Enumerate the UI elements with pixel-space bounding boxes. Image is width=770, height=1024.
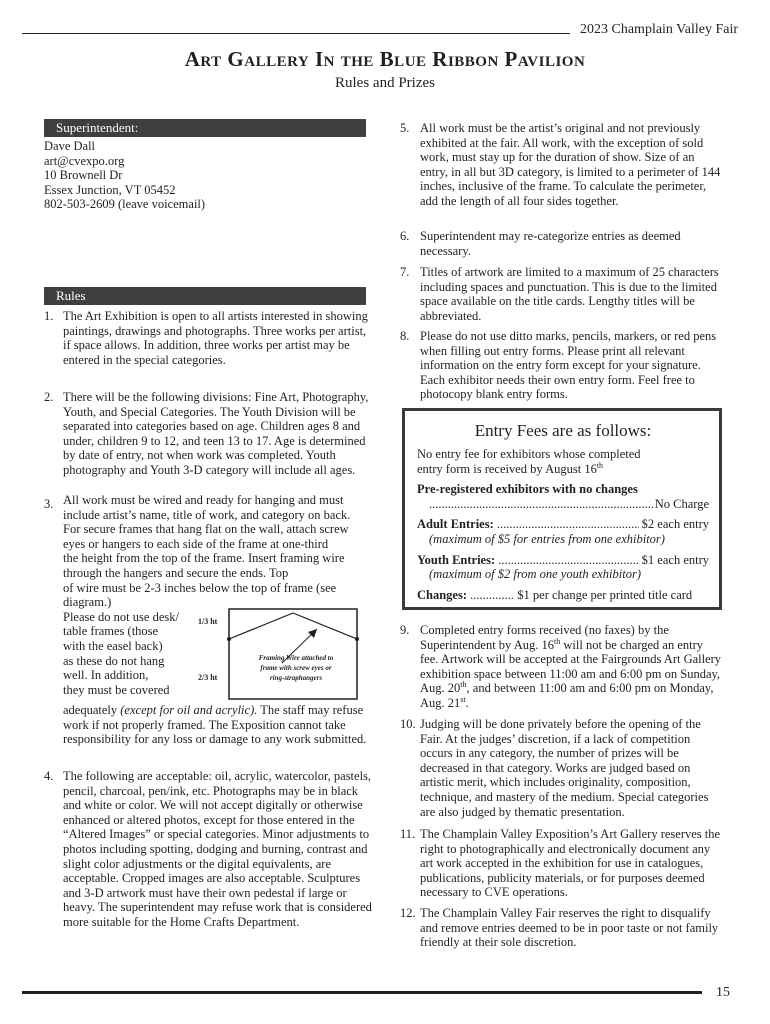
rule-8	[400, 329, 722, 402]
changes-row	[417, 588, 709, 603]
rule-3-line: through the hangers and secure the ends. Top	[63, 565, 289, 580]
adult-row	[417, 517, 709, 532]
rule-text: The Champlain Valley Fair reserves the right to disqualify and remove entries deemed to be in poor taste or not family friendly at their sole discretion.	[420, 906, 719, 950]
rule-number: 6.	[400, 229, 410, 243]
youth-row	[417, 553, 709, 568]
rule-text: All work must be the artist’s original and not previously exhibited at the fair. All work, with the exception of sold work, must stay up for the duration of show. Size of an entry, in all but 3D category, is limited to a perimeter of 144 inches, inclusive of the frame. To calculate the perimeter, add the length of all four sides together.	[420, 121, 721, 208]
fair-name: 2023 Champlain Valley Fair	[580, 22, 738, 37]
entry-fees-box	[402, 408, 722, 610]
rule-6	[400, 229, 722, 258]
page-number: 15	[716, 985, 730, 1000]
rule-3-tail	[63, 703, 369, 747]
fees-intro-sup: th	[596, 460, 604, 470]
diagram-caption: frame with screw eyes or	[260, 664, 332, 672]
rule-text: Superintendent may re-categorize entries as deemed necessary.	[420, 229, 681, 258]
rule-3-line: All work must be wired and ready for hanging and must	[63, 493, 344, 507]
rule-3-line: eyes or hangers to each side of the frame at one-third	[63, 536, 329, 551]
adult-label: Adult Entries:	[417, 517, 494, 532]
wire-right	[293, 613, 357, 639]
rule-text: Please do not use ditto marks, pencils, markers, or red pens when filling out entry forms. Please print all relevant information on the entry form except for your signature. Each exhibitor needs their own entry form. Feel free to photocopy blank entry forms.	[420, 329, 717, 402]
rule-12	[400, 906, 724, 950]
changes-label: Changes:	[417, 587, 468, 602]
youth-value: $1 each entry	[641, 552, 709, 567]
contact-name: Dave Dall	[44, 139, 96, 153]
rule-text: There will be the following divisions: Fine Art, Photography, Youth, and Special Categories. The Youth Division will be separated into categories based on age. Children ages 8 and under, children 9 to 12, and teen 13 to 17. Age is determined by date of entry, not when work was completed. Youth photography and Youth 3-D category will include all ages.	[63, 390, 369, 477]
wire-left	[229, 613, 293, 639]
rule-text	[420, 623, 722, 711]
rule-number: 7.	[400, 265, 410, 279]
rules-heading: Rules	[44, 287, 366, 305]
contact-street: 10 Brownell Dr	[44, 168, 123, 183]
rule-3-italic: (except for oil and acrylic).	[120, 703, 258, 717]
rule-1	[44, 309, 370, 367]
rule-10	[400, 717, 724, 819]
prereg-label: Pre-registered exhibitors with no changes	[417, 482, 638, 497]
contact-email: art@cvexpo.org	[44, 153, 125, 168]
rule-3-line: of wire must be 2-3 inches below the top of frame (see	[63, 580, 337, 595]
rule-5	[400, 121, 722, 209]
entry-fees-title: Entry Fees are as follows:	[474, 421, 652, 440]
rule-text: The Champlain Valley Exposition’s Art Gallery reserves the right to photographically and electronically document any art work accepted in the exhibition for use in catalogues, publications, publicity materials, or for purposes deemed necessary to CVE operations.	[420, 827, 721, 900]
rule-number: 11.	[400, 827, 416, 841]
rule-3-line: diagram.)	[63, 595, 112, 610]
rule-3-line: include artist’s name, title of work, and category on back.	[63, 507, 351, 522]
rule-number: 5.	[400, 121, 410, 135]
superintendent-heading: Superintendent:	[44, 119, 366, 137]
footer-rule	[22, 991, 702, 994]
rule-text: Judging will be done privately before the opening of the Fair. At the judges’ discretion, if a lack of competition occurs in any category, the number of prizes will be decreased in that category. Works are judged based on artistic merit, which includes originality, composition, technique, and mastery of the medium. Special categories are also judged by thematic presentation.	[420, 717, 709, 819]
rule-9-part: .	[465, 695, 469, 710]
rule-3-line: well. In addition,	[63, 668, 149, 683]
fees-intro-line: No entry fee for exhibitors whose completed	[417, 447, 641, 461]
diagram-caption: ring-straphangers	[269, 674, 323, 682]
rule-number: 12.	[400, 906, 416, 920]
prereg-row	[417, 497, 709, 512]
screw-eye-left	[227, 637, 231, 641]
adult-value: $2 each entry	[641, 517, 709, 532]
rule-3-line: they must be covered	[63, 682, 170, 697]
diagram-caption: Framing Wire attached to	[258, 654, 334, 662]
youth-label: Youth Entries:	[417, 552, 496, 567]
rule-3-line: as these do not hang	[63, 653, 165, 668]
rule-9-sup: th	[554, 636, 561, 646]
rule-9-part: , and between 11:00 am and 6:00 pm on Monday, Aug. 21	[420, 681, 714, 710]
rule-number: 2.	[44, 390, 54, 404]
rule-9	[400, 623, 722, 711]
rule-7	[400, 265, 722, 323]
rule-3-line: Please do not use desk/	[63, 609, 179, 624]
fees-intro-text: entry form is received by August 16	[417, 461, 597, 476]
diagram-label-bottom: 2/3 ht	[198, 673, 218, 682]
fees-intro-line	[417, 462, 709, 477]
rule-3-line: For secure frames that hang flat on the wall, attach screw	[63, 522, 349, 537]
page-title: Art Gallery In the Blue Ribbon Pavilion	[184, 47, 586, 71]
rule-3-line: with the easel back)	[63, 638, 163, 653]
contact-city: Essex Junction, VT 05452	[44, 182, 176, 197]
rule-number: 10.	[400, 717, 416, 731]
rule-4	[44, 769, 374, 930]
header-rule	[22, 33, 570, 34]
rule-number: 1.	[44, 309, 54, 323]
rule-2	[44, 390, 374, 478]
screw-eye-right	[355, 637, 359, 641]
rule-9-part: Completed entry forms received (no faxes) by the Superintendent by Aug. 16	[420, 623, 669, 652]
framing-wire-diagram	[192, 605, 364, 705]
rule-3-line: table frames (those	[63, 624, 159, 639]
rule-3-tail-text: The staff may refuse work if not properly framed. The Exposition cannot take responsibility for any loss or damage to any work submitted.	[63, 703, 367, 747]
rule-3-number: 3.	[44, 497, 54, 511]
prereg-value: No Charge	[654, 496, 709, 511]
rule-3-line: adequately	[63, 703, 121, 717]
adult-note: (maximum of $5 for entries from one exhibitor)	[429, 531, 665, 546]
rule-number: 9.	[400, 623, 410, 637]
diagram-label-top: 1/3 ht	[198, 617, 218, 626]
rule-text: Titles of artwork are limited to a maximum of 25 characters including spaces and punctuation. This is due to the limited space available on the title cards. Lengthy titles will be abbreviated.	[420, 265, 719, 323]
superintendent-contact	[44, 139, 374, 212]
rule-9-sup: st	[460, 694, 466, 704]
rule-9-sup: th	[460, 680, 467, 690]
rule-text: The Art Exhibition is open to all artists interested in showing paintings, drawings and photographs. Three works per artist, if space allows. In addition, three works per artist may be entered in the special categories.	[63, 309, 368, 367]
rule-3-line: the height from the top of the frame. Insert framing wire	[63, 551, 345, 566]
contact-phone: 802-503-2609 (leave voicemail)	[44, 197, 206, 212]
rule-number: 4.	[44, 769, 54, 783]
rule-number: 8.	[400, 329, 410, 343]
rule-text: The following are acceptable: oil, acrylic, watercolor, pastels, pencil, charcoal, pen/ink, etc. Photographs may be in black and white or color. We will not accept digitally or otherwise enhanced or altered photos, except for those entered in the “Altered Images” or special categories. Minor adjustments to photos including spotting, dodging and burning, contrast and slight color adjustments or the digital equivalents, are acceptable. Cropped images are also acceptable. Sculptures and 3-D artwork must have their own pedestal if large or heavy. The superintendent may refuse work that is considered more suitable for the Home Crafts Department.	[63, 769, 372, 929]
youth-note: (maximum of $2 from one youth exhibitor)	[429, 567, 641, 582]
changes-value: $1 per change per printed title card	[517, 587, 693, 602]
rule-11	[400, 827, 724, 900]
rule-9-part: will not be charged an entry fee. Artwork will be accepted at the Fairgrounds Art Gallery exhibition space between 11:00 am and 6:00 pm on Sunday, Aug. 20	[420, 637, 722, 696]
page-subtitle: Rules and Prizes	[335, 75, 435, 91]
